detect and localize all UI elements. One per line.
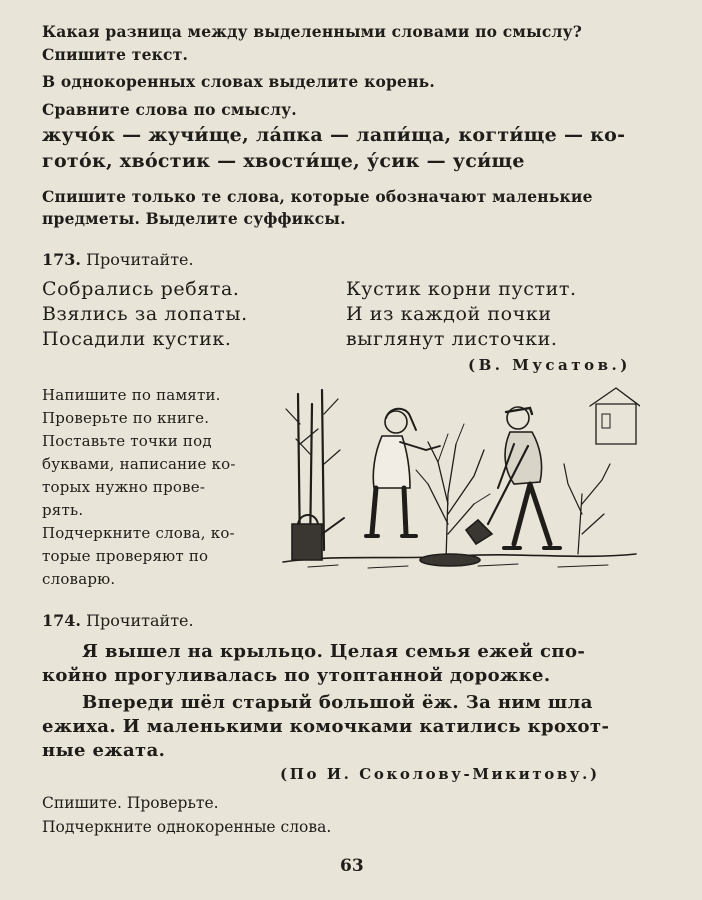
poem-left-line-2: Взялись за лопаты. bbox=[42, 303, 248, 325]
instruction-underline: Подчеркните однокоренные слова. bbox=[42, 818, 332, 836]
side-instruction-8: торые проверяют по bbox=[42, 547, 209, 565]
poem-right-line-3: выглянут листочки. bbox=[346, 328, 558, 350]
side-instruction-3: Поставьте точки под bbox=[42, 432, 212, 450]
prose-line-1: Я вышел на крыльцо. Целая семья ежей спо- bbox=[82, 641, 586, 662]
task-instruction-suffix: предметы. Выделите суффиксы. bbox=[42, 209, 346, 228]
poem-right-line-2: И из каждой почки bbox=[346, 303, 552, 325]
exercise-title: Прочитайте. bbox=[86, 250, 194, 269]
instruction-copy-check: Спишите. Проверьте. bbox=[42, 794, 219, 812]
exercise-174-header bbox=[42, 611, 194, 630]
poem-left-line-3: Посадили кустик. bbox=[42, 328, 232, 350]
prose-line-5: ные ежата. bbox=[42, 740, 166, 761]
side-instruction-2: Проверьте по книге. bbox=[42, 409, 210, 427]
page-number: 63 bbox=[340, 856, 364, 876]
task-instruction-small: Спишите только те слова, которые обозначают маленькие bbox=[42, 187, 593, 206]
poem-author: (В. Мусатов.) bbox=[468, 356, 631, 374]
poem-left-line-1: Собрались ребята. bbox=[42, 278, 240, 300]
prose-author: (По И. Соколову-Микитову.) bbox=[280, 765, 600, 783]
side-instruction-9: словарю. bbox=[42, 570, 116, 588]
task-instruction-root: В однокоренных словах выделите корень. bbox=[42, 72, 435, 91]
side-instruction-6: рять. bbox=[42, 501, 84, 519]
word-pairs-line-1: жучóк — жучи́ще, ла́пка — лапи́ща, когти́ще — ко- bbox=[42, 124, 626, 146]
prose-line-4: ежиха. И маленькими комочками катились крохот- bbox=[42, 716, 610, 737]
poem-right-line-1: Кустик корни пустит. bbox=[346, 278, 577, 300]
exercise-title: Прочитайте. bbox=[86, 611, 194, 630]
prose-line-2: койно прогуливалась по утоптанной дорожке. bbox=[42, 665, 551, 686]
exercise-number: 174. bbox=[42, 611, 81, 630]
word-pairs-line-2: готóк, хвóстик — хвости́ще, у́сик — уси́ще bbox=[42, 150, 525, 172]
task-instruction-compare: Сравните слова по смыслу. bbox=[42, 100, 297, 119]
exercise-173-header bbox=[42, 250, 194, 269]
planting-illustration bbox=[278, 384, 640, 574]
exercise-number: 173. bbox=[42, 250, 81, 269]
side-instruction-5: торых нужно прове- bbox=[42, 478, 206, 496]
side-instruction-4: буквами, написание ко- bbox=[42, 455, 236, 473]
side-instruction-1: Напишите по памяти. bbox=[42, 386, 221, 404]
prose-line-3: Впереди шёл старый большой ёж. За ним шла bbox=[82, 692, 593, 713]
side-instruction-7: Подчеркните слова, ко- bbox=[42, 524, 235, 542]
task-instruction-copy: Спишите текст. bbox=[42, 45, 189, 64]
task-question: Какая разница между выделенными словами по смыслу? bbox=[42, 22, 582, 41]
